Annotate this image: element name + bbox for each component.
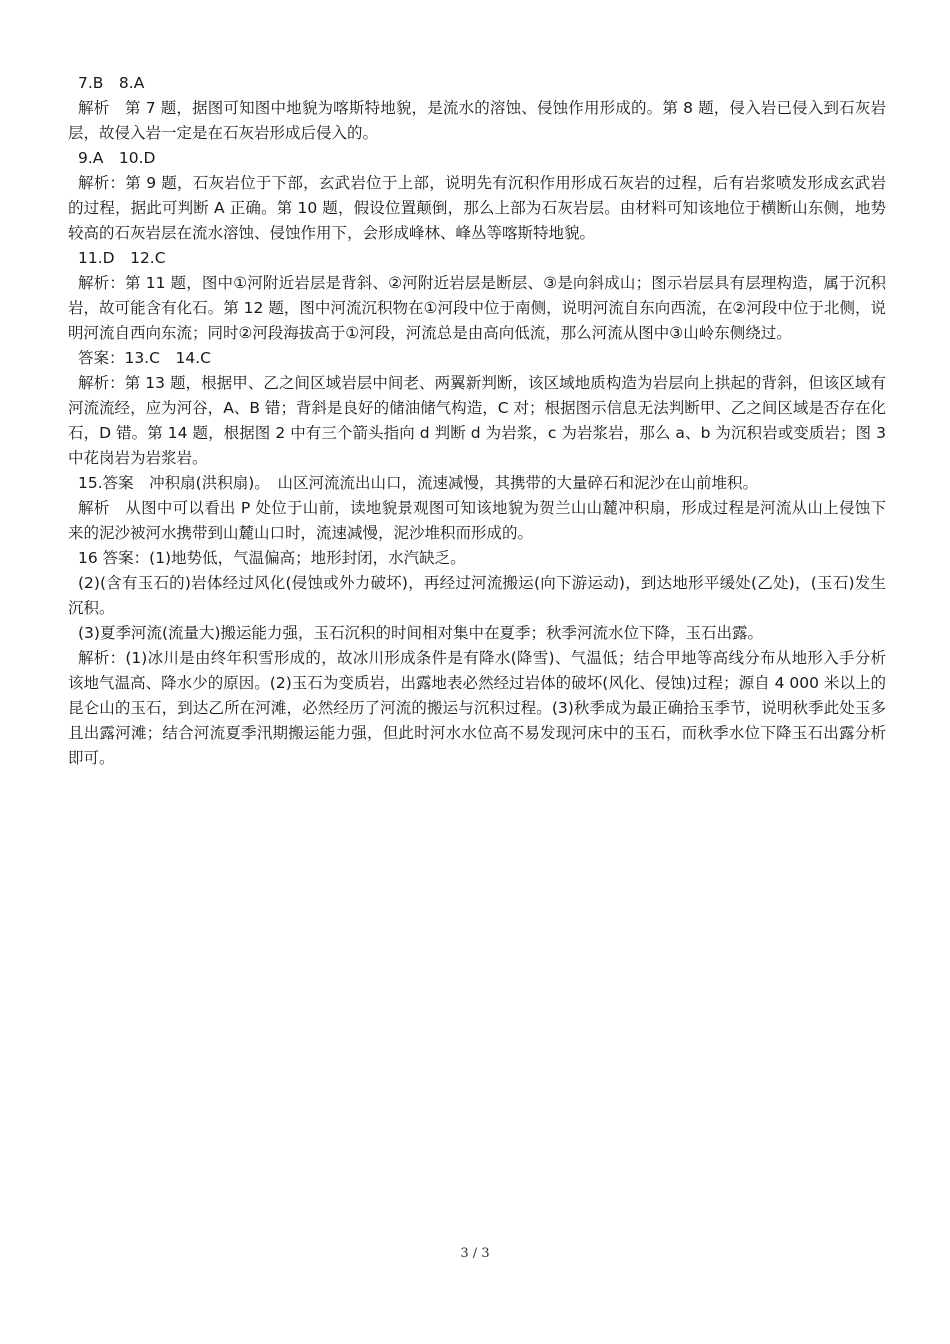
document-body	[68, 71, 886, 771]
analysis-13-14: 解析：第 13 题，根据甲、乙之间区域岩层中间老、两翼新判断，该区域地质构造为岩层向上拱起的背斜，但该区域有河流流经，应为河谷，A、B 错；背斜是良好的储油储气构造，C 对；根据图示信息无法判断甲、乙之间区域是否存在化石，D 错。第 14 题，根据图 2 中有三个箭头指向 d 判断 d 为岩浆，c 为岩浆岩，那么 a、b 为沉积岩或变质岩；图 3 中花岗岩为岩浆岩。	[68, 374, 886, 467]
answer-line-15: 15.答案 冲积扇(洪积扇)。 山区河流流出山口，流速减慢，其携带的大量碎石和泥沙在山前堆积。	[78, 474, 758, 492]
analysis-15: 解析 从图中可以看出 P 处位于山前，读地貌景观图可知该地貌为贺兰山山麓冲积扇，形成过程是河流从山上侵蚀下来的泥沙被河水携带到山麓山口时，流速减慢，泥沙堆积而形成的。	[68, 499, 886, 542]
answer-line-11-12: 11.D 12.C	[78, 249, 166, 267]
answer-16-part-1: 16 答案：(1)地势低，气温偏高；地形封闭，水汽缺乏。	[78, 549, 466, 567]
page-number: 3 / 3	[460, 1246, 490, 1261]
answer-16-part-3: (3)夏季河流(流量大)搬运能力强，玉石沉积的时间相对集中在夏季；秋季河流水位下降，玉石出露。	[78, 624, 764, 642]
answer-line-9-10: 9.A 10.D	[78, 149, 156, 167]
analysis-9-10: 解析：第 9 题，石灰岩位于下部，玄武岩位于上部，说明先有沉积作用形成石灰岩的过程，后有岩浆喷发形成玄武岩的过程，据此可判断 A 正确。第 10 题，假设位置颠倒，那么上部为石灰岩层。由材料可知该地位于横断山东侧，地势较高的石灰岩层在流水溶蚀、侵蚀作用下，会形成峰林、峰丛等喀斯特地貌。	[68, 174, 886, 242]
answer-16-part-2: (2)(含有玉石的)岩体经过风化(侵蚀或外力破坏)，再经过河流搬运(向下游运动)，到达地形平缓处(乙处)，(玉石)发生沉积。	[68, 574, 886, 617]
analysis-7-8: 解析 第 7 题，据图可知图中地貌为喀斯特地貌，是流水的溶蚀、侵蚀作用形成的。第 8 题，侵入岩已侵入到石灰岩层，故侵入岩一定是在石灰岩形成后侵入的。	[68, 99, 886, 142]
answer-line-13-14: 答案：13.C 14.C	[78, 349, 211, 367]
answer-line-7-8: 7.B 8.A	[78, 74, 145, 92]
analysis-11-12: 解析：第 11 题，图中①河附近岩层是背斜、②河附近岩层是断层、③是向斜成山；图示岩层具有层理构造，属于沉积岩，故可能含有化石。第 12 题，图中河流沉积物在①河段中位于南侧，说明河流自东向西流，在②河段中位于北侧，说明河流自西向东流；同时②河段海拔高于①河段，河流总是由高向低流，那么河流从图中③山岭东侧绕过。	[68, 274, 886, 342]
analysis-16: 解析：(1)冰川是由终年积雪形成的，故冰川形成条件是有降水(降雪)、气温低；结合甲地等高线分布从地形入手分析该地气温高、降水少的原因。(2)玉石为变质岩，出露地表必然经过岩体的破坏(风化、侵蚀)过程；源自 4 000 米以上的昆仑山的玉石，到达乙所在河滩，必然经历了河流的搬运与沉积过程。(3)秋季成为最正确拾玉季节，说明秋季此处玉多且出露河滩；结合河流夏季汛期搬运能力强，但此时河水水位高不易发现河床中的玉石，而秋季水位下降玉石出露分析即可。	[68, 649, 886, 767]
